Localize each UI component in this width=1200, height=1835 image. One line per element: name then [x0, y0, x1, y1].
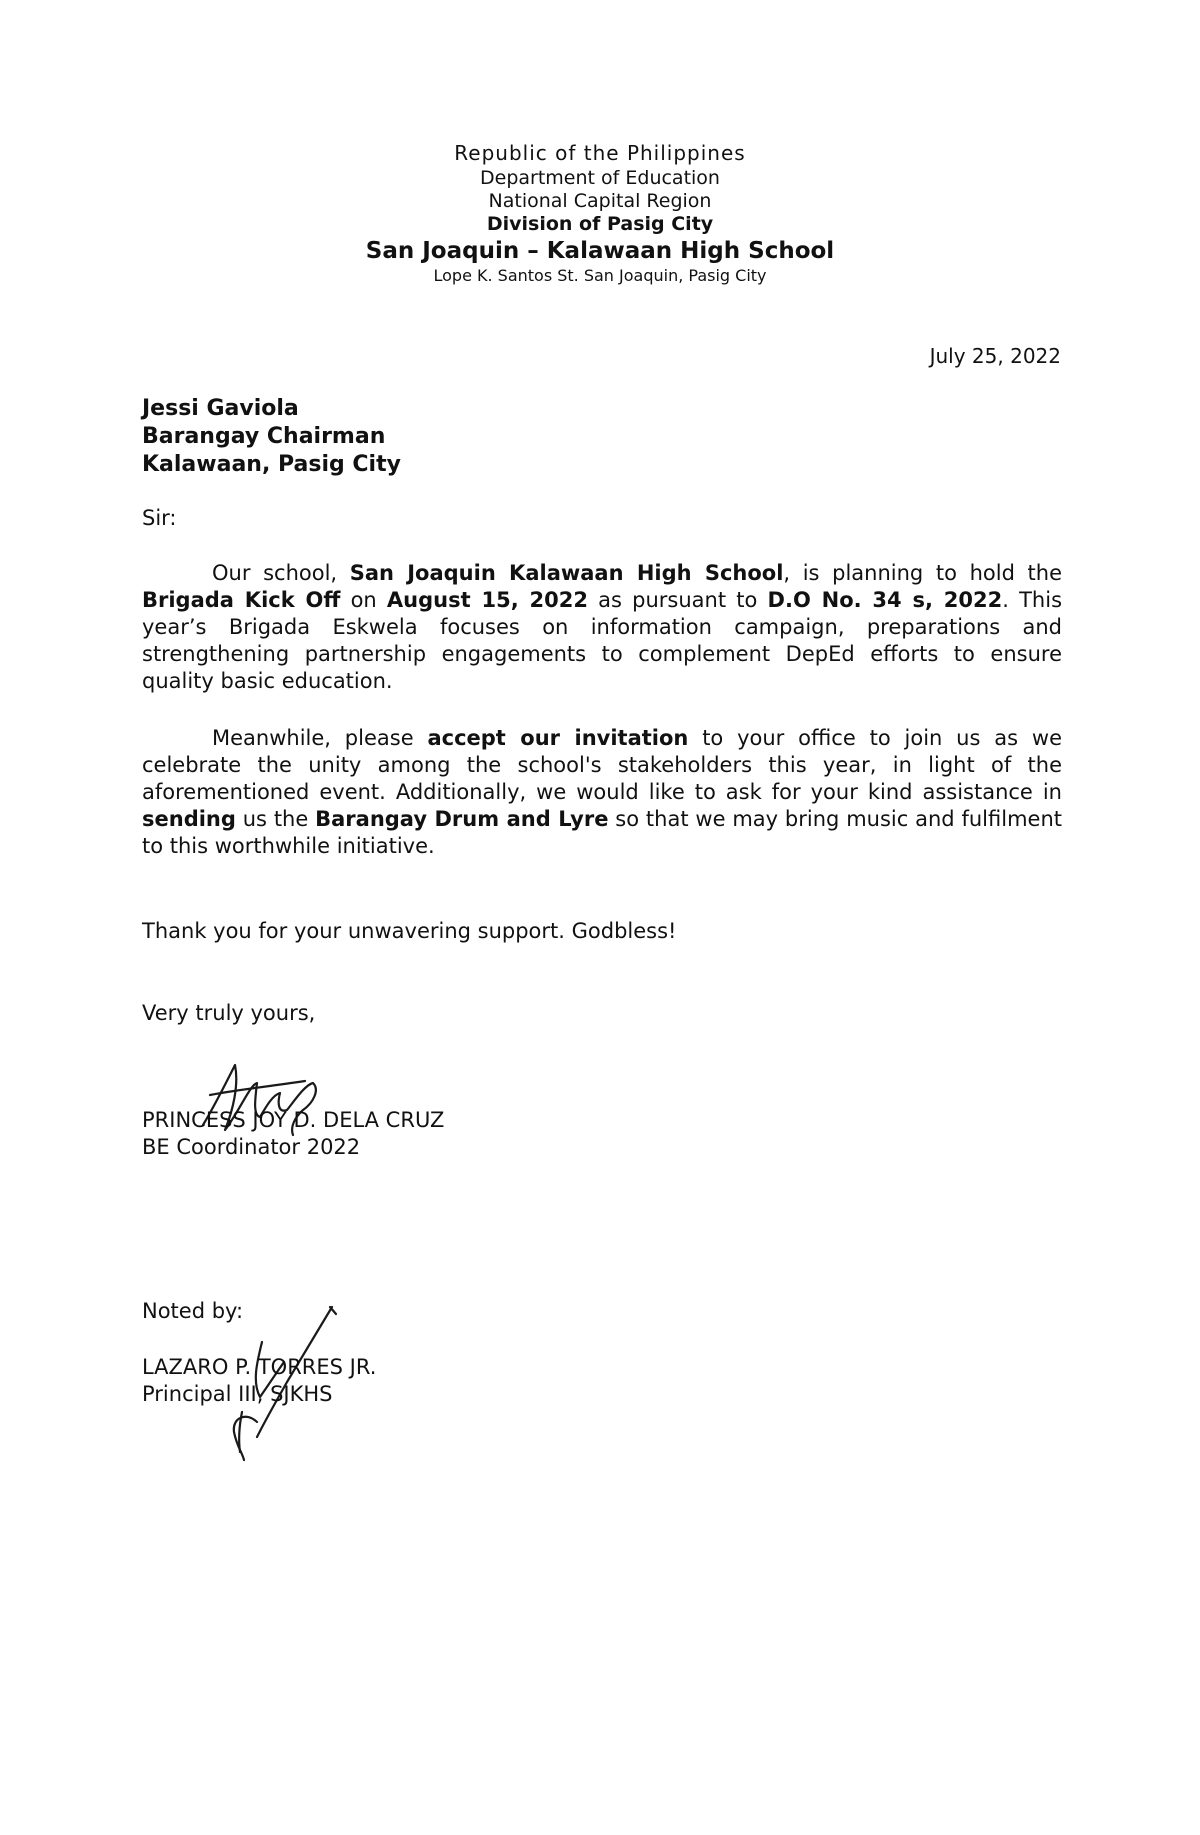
letterhead-republic: Republic of the Philippines — [454, 141, 746, 165]
p2-invitation: accept our invitation — [427, 726, 689, 750]
p1-event-name: Brigada Kick Off — [142, 588, 341, 612]
recipient-block — [142, 395, 1062, 479]
p1-text-3: on — [340, 588, 387, 612]
paragraph-1 — [142, 560, 1062, 695]
principal-title: Principal III, SJKHS — [142, 1382, 333, 1406]
p2-text-1: Meanwhile, please — [212, 726, 428, 750]
p1-text-5: . This year’s Brigada Eskwela focuses on information campaign, preparations and strengthening partnership engagements to complement DepEd efforts to ensure quality basic education. — [142, 588, 1063, 693]
recipient-name: Jessi Gaviola — [142, 396, 299, 421]
p2-sending: sending — [142, 807, 236, 831]
p1-text-4: as pursuant to — [587, 588, 768, 612]
p1-text-1: Our school, — [212, 561, 350, 585]
letterhead-region: National Capital Region — [488, 190, 712, 212]
p1-order-number: D.O No. 34 s, 2022 — [767, 588, 1003, 612]
principal-name: LAZARO P. TORRES JR. — [142, 1355, 377, 1379]
letterhead — [0, 140, 1200, 286]
salutation: Sir: — [142, 506, 177, 530]
letterhead-school-name: San Joaquin – Kalawaan High School — [365, 238, 835, 264]
signer-title: BE Coordinator 2022 — [142, 1135, 361, 1159]
noted-by-label: Noted by: — [142, 1299, 244, 1323]
p2-text-4: so that we may bring music and fulfilment to this worthwhile initiative. — [142, 807, 1062, 858]
p1-event-date: August 15, 2022 — [386, 588, 588, 612]
p2-drum-and-lyre: Barangay Drum and Lyre — [315, 807, 609, 831]
paragraph-2 — [142, 725, 1062, 860]
principal-block — [142, 1354, 1062, 1408]
thank-you-line: Thank you for your unwavering support. Godbless! — [142, 919, 677, 943]
p1-text-2: , is planning to hold the — [783, 561, 1063, 585]
p1-school-name: San Joaquin Kalawaan High School — [349, 561, 784, 585]
letterhead-division: Division of Pasig City — [486, 213, 714, 235]
letterhead-department: Department of Education — [480, 167, 720, 189]
letter-date: July 25, 2022 — [929, 344, 1061, 368]
closing-line: Very truly yours, — [142, 1001, 316, 1025]
recipient-location: Kalawaan, Pasig City — [142, 452, 401, 477]
p2-text-2: to your office to join us as we celebrate the unity among the school's stakeholders this year, in light of the aforementioned event. Additionally, we would like to ask for your kind assistance in — [142, 726, 1062, 804]
signer-name: PRINCESS JOY D. DELA CRUZ — [142, 1108, 445, 1132]
recipient-title: Barangay Chairman — [142, 424, 386, 449]
letterhead-address: Lope K. Santos St. San Joaquin, Pasig City — [433, 266, 767, 285]
signer-block — [142, 1107, 1062, 1161]
p2-text-3: us the — [235, 807, 316, 831]
